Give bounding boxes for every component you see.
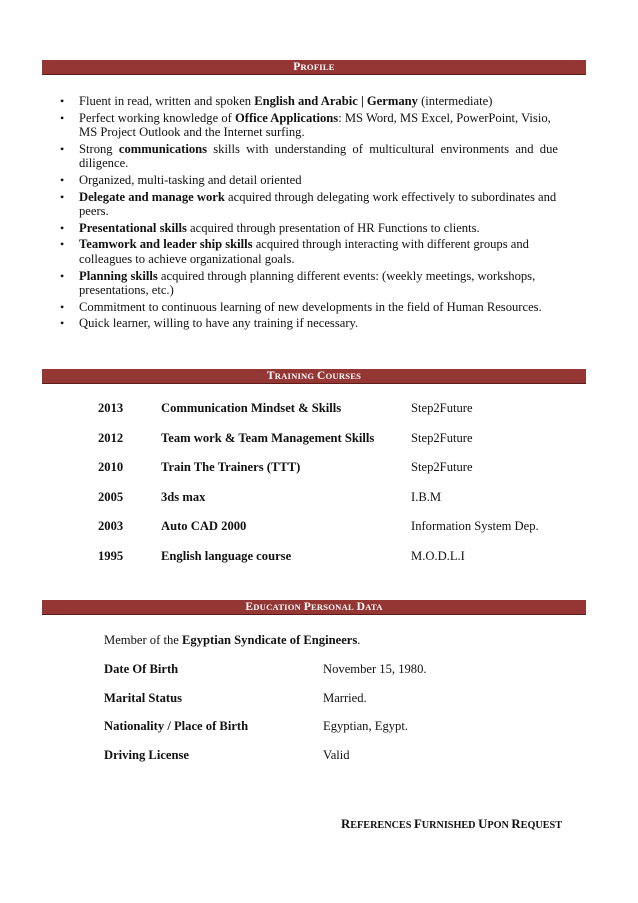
profile-item [58, 111, 558, 140]
training-course-name: Team work & Team Management Skills [161, 430, 375, 445]
profile-item-highlight: Delegate and manage work [79, 189, 225, 204]
profile-item [58, 221, 558, 236]
training-provider: M.O.D.L.I [411, 548, 465, 563]
profile-item [58, 269, 558, 298]
personal-data-row [104, 719, 408, 748]
training-year: 2010 [98, 460, 124, 474]
bullet-icon: • [60, 316, 65, 331]
profile-item-highlight: Teamwork and leader ship skills [79, 237, 253, 252]
bullet-icon: • [60, 94, 65, 108]
bullet-icon: • [60, 237, 65, 252]
profile-item-text: acquired through presentation of HR Functions to clients. [186, 220, 480, 235]
profile-item [58, 316, 558, 331]
profile-item-text: Organized, multi-tasking and detail oriented [79, 172, 302, 187]
bullet-icon: • [60, 220, 65, 235]
profile-item-highlight: English and Arabic | Germany [254, 94, 418, 108]
section-header-training-courses: TRAINING COURSES [42, 369, 586, 384]
training-provider: Step2Future [411, 430, 473, 445]
profile-item [58, 190, 558, 219]
profile-item-text: Perfect working knowledge of [79, 110, 235, 125]
profile-item-text: acquired through interacting with different groups and colleagues to achieve organizational goals. [79, 237, 529, 266]
syndicate-membership: Member of the Egyptian Syndicate of Engineers. [104, 633, 361, 647]
bullet-icon: • [60, 268, 65, 283]
education-personal-data [104, 633, 427, 776]
profile-item-highlight: Presentational skills [79, 220, 187, 235]
training-provider: Step2Future [411, 401, 473, 415]
training-provider: Step2Future [411, 460, 473, 474]
profile-item-text: : MS Word, MS Excel, PowerPoint, Visio, MS Project Outlook and the Internet surfing. [79, 110, 551, 140]
personal-data-value: November 15, 1980. [323, 662, 427, 676]
personal-data-row [104, 690, 367, 720]
training-provider: Information System Dep. [411, 519, 539, 533]
profile-item-highlight: Office Applications [234, 110, 339, 125]
profile-item [58, 142, 558, 171]
bullet-icon: • [60, 141, 65, 156]
training-course-name: Train The Trainers (TTT) [161, 460, 301, 474]
profile-item [58, 94, 558, 109]
profile-item-text: acquired through delegating work effectively to subordinates and peers. [79, 189, 557, 219]
section-header-profile: PROFILE [42, 60, 586, 75]
bullet-icon: • [60, 299, 65, 314]
personal-data-row [104, 662, 427, 691]
personal-data-value: Valid [323, 747, 350, 762]
profile-item-text: Strong [79, 141, 119, 156]
profile-list [58, 94, 558, 331]
training-year: 2013 [98, 401, 124, 415]
training-year: 1995 [98, 548, 124, 563]
personal-data-label: Date Of Birth [104, 662, 179, 676]
personal-data-label: Nationality / Place of Birth [104, 719, 249, 733]
profile-item-text: acquired through planning different events: (weekly meetings, workshops, presentations, etc.) [79, 268, 536, 298]
personal-data-value: Egyptian, Egypt. [323, 719, 408, 733]
bullet-icon: • [60, 172, 65, 187]
profile-item-text: skills with understanding of multicultural environments and due diligence. [79, 141, 558, 171]
personal-data-label: Driving License [104, 747, 190, 762]
training-course-name: English language course [161, 548, 292, 563]
bullet-icon: • [60, 189, 65, 204]
personal-data-value: Married. [323, 690, 367, 705]
training-year: 2012 [98, 430, 124, 445]
bullet-icon: • [60, 110, 65, 125]
profile-item [58, 300, 558, 315]
personal-data-row [104, 748, 360, 777]
training-course-name: Auto CAD 2000 [161, 519, 247, 533]
training-year: 2005 [98, 489, 124, 504]
profile-item-text: Commitment to continuous learning of new developments in the field of Human Resources. [79, 299, 542, 314]
profile-item [58, 237, 558, 266]
references-note: REFERENCES FURNISHED UPON REQUEST [341, 817, 562, 831]
training-course-name: Communication Mindset & Skills [161, 401, 342, 415]
profile-item-text: (intermediate) [417, 94, 493, 108]
profile-item-highlight: communications [118, 141, 208, 156]
profile-item-text: Fluent in read, written and spoken [79, 94, 255, 108]
profile-item-highlight: Planning skills [79, 268, 158, 283]
profile-item-text: Quick learner, willing to have any training if necessary. [79, 316, 359, 331]
training-course-name: 3ds max [161, 489, 206, 504]
training-year: 2003 [98, 519, 124, 533]
profile-item [58, 173, 558, 188]
personal-data-list [104, 662, 427, 776]
section-header-education-personal-data: EDUCATION PERSONAL DATA [42, 600, 586, 615]
personal-data-label: Marital Status [104, 690, 183, 705]
training-provider: I.B.M [411, 489, 442, 504]
